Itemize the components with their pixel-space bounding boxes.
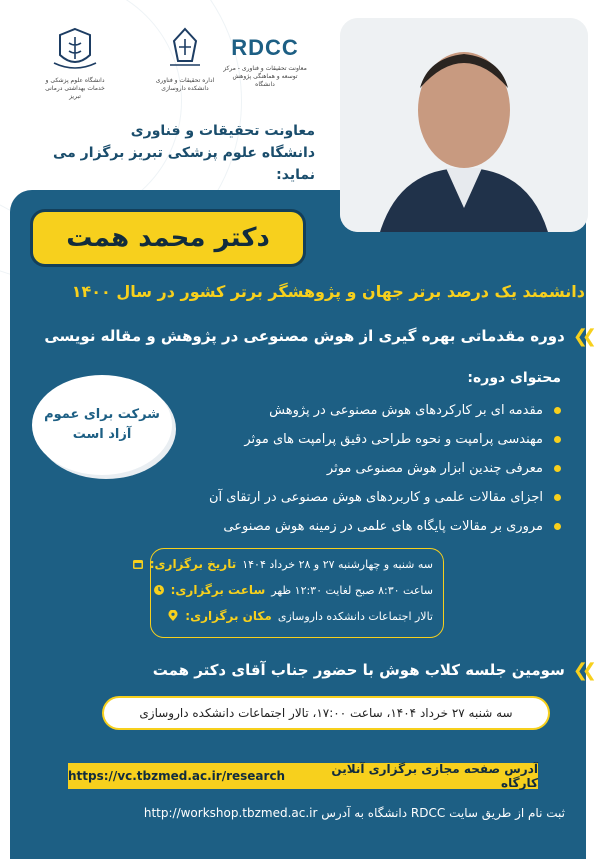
double-chevron-icon: ❮❮ [572, 325, 591, 347]
speaker-portrait-icon [340, 18, 588, 232]
sponsor-line-1: معاونت تحقیقات و فناوری [130, 123, 315, 139]
bullet-icon [554, 494, 561, 501]
registration-url[interactable]: http://workshop.tbzmed.ac.ir [143, 806, 318, 820]
list-item-text: اجزای مقالات علمی و کاربردهای هوش مصنوعی در ارتقای آن [209, 490, 543, 505]
university-emblem-icon [40, 25, 110, 73]
calendar-icon [132, 558, 144, 570]
bullet-icon [554, 407, 561, 414]
list-item [141, 425, 561, 454]
registration-line [25, 806, 565, 820]
free-participation-badge [32, 375, 172, 475]
ministry-logo-caption: اداره تحقیقات و فناوری دانشکده داروسازی [155, 77, 215, 92]
bullet-icon [554, 465, 561, 472]
online-link-label: آدرس صفحه مجازی برگزاری آنلاین کارگاه [331, 762, 538, 790]
speaker-photo [340, 18, 588, 232]
double-chevron-icon: ❮❮ [572, 659, 591, 681]
course-title-row [21, 322, 591, 350]
sponsor-line-2: دانشگاه علوم پزشکی تبریز برگزار می نماید: [52, 145, 315, 183]
speaker-tagline: دانشمند یک درصد برتر جهان و پژوهشگر برتر کشور در سال ۱۴۰۰ [71, 282, 585, 301]
list-item [141, 396, 561, 425]
date-label: تاریخ برگزاری: [149, 557, 237, 571]
ministry-logo [152, 25, 218, 95]
club-title-row [21, 656, 591, 684]
online-link-box [68, 763, 538, 789]
date-value: سه شنبه و چهارشنبه ۲۷ و ۲۸ خرداد ۱۴۰۴ [242, 557, 433, 571]
course-contents-list [141, 396, 561, 541]
university-logo [40, 25, 110, 100]
speaker-name: دکتر محمد همت [66, 223, 270, 253]
badge-line-2: آزاد است [72, 427, 132, 442]
schedule-box [150, 548, 444, 638]
club-details: سه شنبه ۲۷ خرداد ۱۴۰۴، ساعت ۱۷:۰۰، تالار اجتماعات دانشکده داروسازی [139, 706, 513, 720]
list-item [141, 483, 561, 512]
list-item-text: مهندسی پرامپت و نحوه طراحی دقیق پرامپت های موثر [244, 432, 543, 447]
club-title: سومین جلسه کلاب هوش با حضور جناب آقای دکتر همت [152, 661, 565, 679]
rdcc-logo [222, 25, 308, 95]
badge-line-1: شرکت برای عموم [44, 407, 160, 422]
course-contents-label: محتوای دوره: [467, 370, 561, 386]
schedule-place-row [167, 609, 433, 623]
clock-icon [153, 584, 165, 596]
location-pin-icon [167, 610, 179, 622]
schedule-date-row [132, 557, 433, 571]
rdcc-logo-caption: معاونت تحقیقات و فناوری - مرکز توسعه و هماهنگی پژوهش دانشگاه [223, 65, 307, 88]
list-item-text: معرفی چندین ابزار هوش مصنوعی موثر [326, 461, 543, 476]
club-details-box [104, 698, 548, 728]
list-item-text: مقدمه ای بر کارکردهای هوش مصنوعی در پژوهش [269, 403, 543, 418]
ministry-emblem-icon [152, 25, 218, 73]
online-link-url[interactable]: https://vc.tbzmed.ac.ir/research [68, 769, 286, 783]
place-value: تالار اجتماعات دانشکده داروسازی [277, 609, 433, 623]
list-item-text: مروری بر مقالات پایگاه های علمی در زمینه هوش مصنوعی [223, 519, 543, 534]
place-label: مکان برگزاری: [185, 609, 272, 623]
time-value: ساعت ۸:۳۰ صبح لغایت ۱۲:۳۰ ظهر [271, 583, 433, 597]
registration-text: ثبت نام از طریق سایت RDCC دانشگاه به آدرس [321, 806, 565, 820]
sponsor-heading [15, 120, 315, 186]
bullet-icon [554, 436, 561, 443]
time-label: ساعت برگزاری: [170, 583, 266, 597]
course-title: دوره مقدماتی بهره گیری از هوش مصنوعی در پژوهش و مقاله نویسی [44, 327, 565, 345]
schedule-time-row [153, 583, 433, 597]
list-item [141, 512, 561, 541]
list-item [141, 454, 561, 483]
university-logo-caption: دانشگاه علوم پزشکی و خدمات بهداشتی درمانی تبریز [45, 77, 105, 100]
bullet-icon [554, 523, 561, 530]
rdcc-logo-mark: RDCC [231, 35, 299, 60]
speaker-name-box [33, 212, 303, 264]
